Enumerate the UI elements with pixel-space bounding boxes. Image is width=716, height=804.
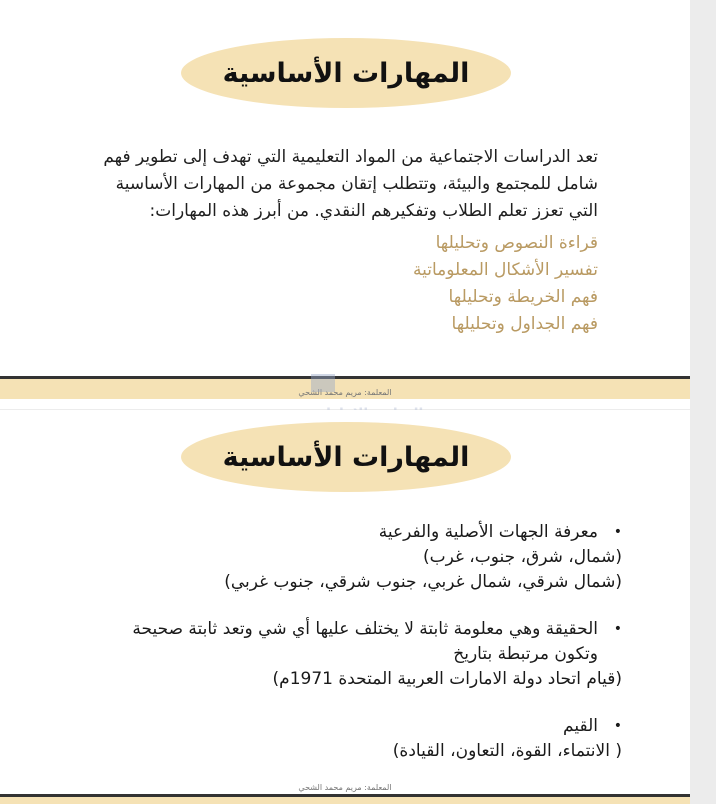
bullet-item bbox=[22, 617, 622, 692]
bullet-detail: (شمال، شرق، جنوب، غرب) bbox=[422, 547, 622, 567]
bullet-detail: (شمال شرقي، شمال غربي، جنوب شرقي، جنوب غربي) bbox=[224, 572, 622, 592]
skills-bullets bbox=[22, 520, 622, 786]
bullet-detail: ( الانتماء، القوة، التعاون، القيادة) bbox=[392, 741, 622, 761]
teacher-credit: المعلمة: مريم محمد الشحي bbox=[298, 388, 392, 397]
bullet-heading: الحقيقة وهي معلومة ثابتة لا يختلف عليها أي شي وتعد ثابتة صحيحة bbox=[132, 619, 598, 639]
slide-2-title: المهارات الأساسية bbox=[181, 422, 511, 492]
intro-line-2: شامل للمجتمع والبيئة، وتتطلب إتقان مجموعة من المهارات الأساسية bbox=[115, 174, 598, 194]
bullet-heading: القيم bbox=[563, 716, 598, 736]
skills-list bbox=[198, 230, 598, 338]
skill-item: قراءة النصوص وتحليلها bbox=[435, 233, 598, 253]
slide-2 bbox=[0, 410, 690, 804]
intro-line-3: التي تعزز تعلم الطلاب وتفكيرهم النقدي. من أبرز هذه المهارات: bbox=[149, 201, 598, 221]
bullet-item bbox=[22, 520, 622, 595]
bullet-heading-wrap bbox=[22, 714, 622, 739]
bullet-heading: معرفة الجهات الأصلية والفرعية bbox=[378, 522, 598, 542]
slide-1 bbox=[0, 0, 690, 409]
bullet-item bbox=[22, 714, 622, 764]
slide-1-title: المهارات الأساسية bbox=[181, 38, 511, 108]
intro-paragraph bbox=[58, 144, 598, 225]
footer-band bbox=[0, 797, 690, 804]
bullet-dot-icon: • bbox=[613, 524, 622, 540]
bullet-dot-icon: • bbox=[613, 621, 622, 637]
bullet-detail: (قيام اتحاد دولة الامارات العربية المتحدة 1971م) bbox=[272, 669, 622, 689]
bullet-heading-wrap bbox=[22, 617, 622, 642]
bullet-dot-icon: • bbox=[613, 718, 622, 734]
skill-item: فهم الخريطة وتحليلها bbox=[448, 287, 598, 307]
bullet-detail: وتكون مرتبطة بتاريخ bbox=[453, 644, 598, 664]
teacher-credit: المعلمة: مريم محمد الشحي bbox=[298, 783, 392, 792]
skill-item: تفسير الأشكال المعلوماتية bbox=[413, 260, 598, 280]
intro-line-1: تعد الدراسات الاجتماعية من المواد التعليمية التي تهدف إلى تطوير فهم bbox=[103, 147, 598, 167]
skill-item: فهم الجداول وتحليلها bbox=[451, 314, 598, 334]
bullet-heading-wrap bbox=[22, 520, 622, 545]
